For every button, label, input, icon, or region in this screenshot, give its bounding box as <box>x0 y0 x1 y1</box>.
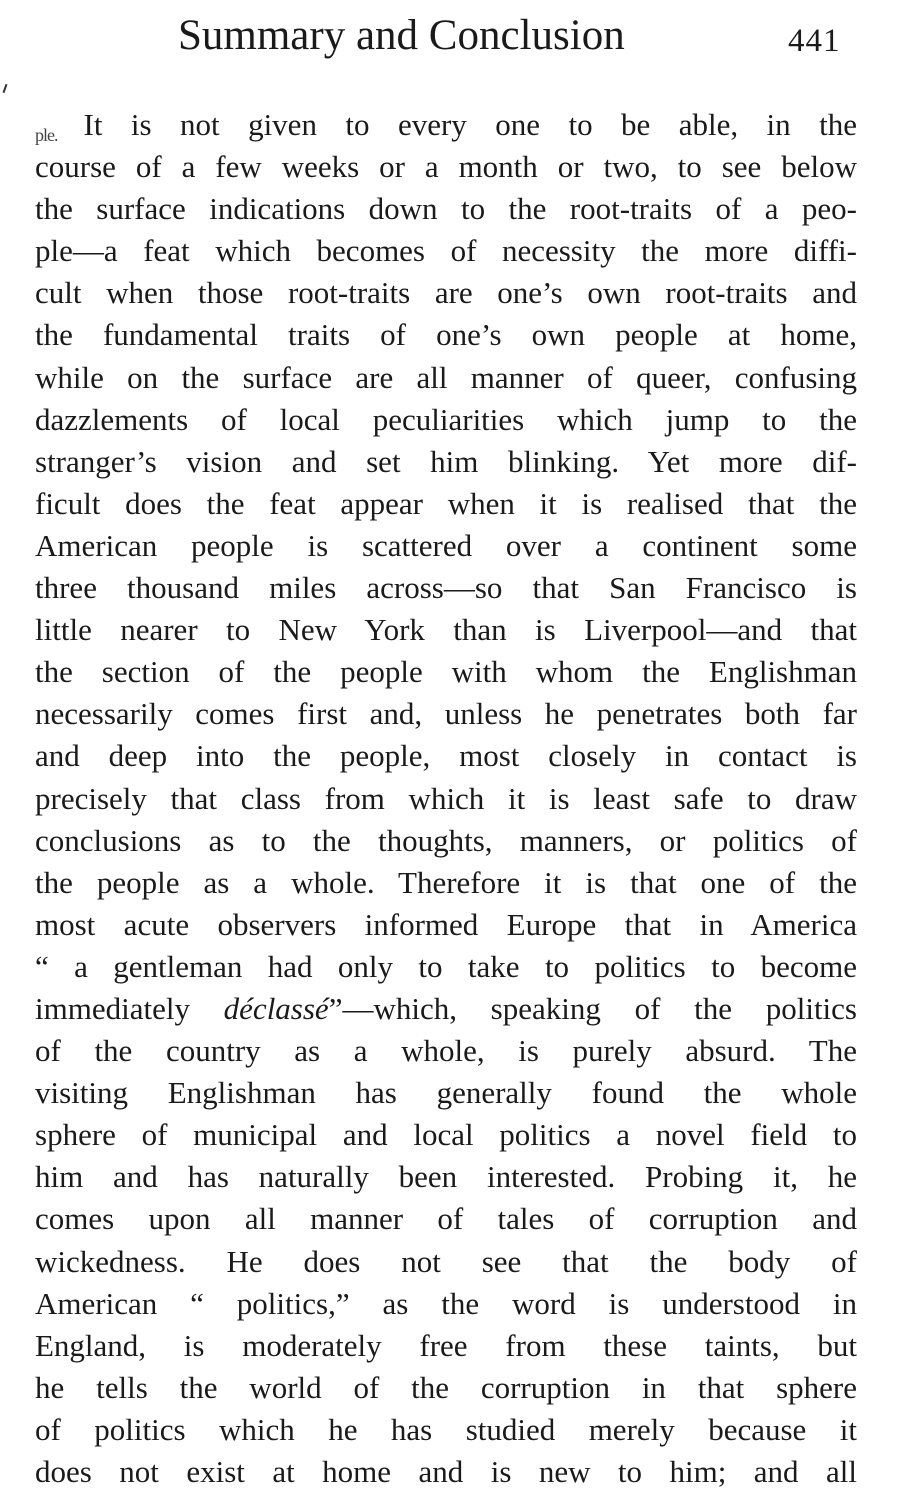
text-line-1 <box>35 104 857 146</box>
text-line-8: dazzlements of local peculiarities which jump to the <box>35 401 857 437</box>
text-line-27: comes upon all manner of tales of corruption and <box>35 1201 857 1237</box>
text-line-33: does not exist at home and is new to him; and all <box>35 1454 857 1489</box>
text-line-23: of the country as a whole, is purely absurd. The <box>35 1033 857 1069</box>
lead-fragment: ple. <box>35 125 58 145</box>
italic-term-declasse: déclassé <box>223 990 329 1026</box>
running-head <box>0 8 901 68</box>
text-line-6: the fundamental traits of one’s own people at home, <box>35 317 857 353</box>
text-line-26: him and has naturally been interested. Probing it, he <box>35 1159 857 1195</box>
text-line-22 <box>35 988 857 1030</box>
text-line-21: “ a gentleman had only to take to politics to become <box>35 948 857 984</box>
text-line-28: wickedness. He does not see that the body of <box>35 1243 857 1279</box>
text-line-20: most acute observers informed Europe that in America <box>35 906 857 942</box>
page-number: 441 <box>788 23 841 59</box>
text-line-10: ficult does the feat appear when it is realised that the <box>35 485 857 521</box>
text-line-5: cult when those root-traits are one’s own root-traits and <box>35 275 857 311</box>
text-line-13: little nearer to New York than is Liverpool—and that <box>35 612 857 648</box>
text-line-9: stranger’s vision and set him blinking. Yet more dif- <box>35 443 857 479</box>
body-text <box>35 104 857 1493</box>
text-line-29: American “ politics,” as the word is understood in <box>35 1285 857 1321</box>
text-line-18: conclusions as to the thoughts, manners, or politics of <box>35 822 857 858</box>
text-line-31: he tells the world of the corruption in that sphere <box>35 1369 857 1405</box>
text-line-16: and deep into the people, most closely in contact is <box>35 738 857 774</box>
text-line-22-before: immediately <box>35 990 224 1026</box>
text-line-7: while on the surface are all manner of queer, confusing <box>35 359 857 395</box>
text-line-32: of politics which he has studied merely because it <box>35 1411 857 1447</box>
running-title: Summary and Conclusion <box>178 12 625 59</box>
text-line-2: course of a few weeks or a month or two, to see below <box>35 149 857 185</box>
text-line-30: England, is moderately free from these taints, but <box>35 1327 857 1363</box>
text-line-3: the surface indications down to the root-traits of a peo- <box>35 191 857 227</box>
text-line-25: sphere of municipal and local politics a novel field to <box>35 1117 857 1153</box>
text-line-4: ple—a feat which becomes of necessity the more diffi- <box>35 233 857 269</box>
text-line-12: three thousand miles across—so that San Francisco is <box>35 570 857 606</box>
text-line-15: necessarily comes first and, unless he penetrates both far <box>35 696 857 732</box>
text-line-22-after: ”—which, speaking of the politics <box>328 990 857 1026</box>
text-line-1-content: It is not given to every one to be able, in the <box>83 107 857 142</box>
text-line-17: precisely that class from which it is least safe to draw <box>35 780 857 816</box>
stray-ink-mark <box>3 84 8 93</box>
text-line-19: the people as a whole. Therefore it is that one of the <box>35 864 857 900</box>
text-line-11: American people is scattered over a continent some <box>35 527 857 563</box>
text-line-14: the section of the people with whom the Englishman <box>35 654 857 690</box>
text-line-24: visiting Englishman has generally found the whole <box>35 1075 857 1111</box>
